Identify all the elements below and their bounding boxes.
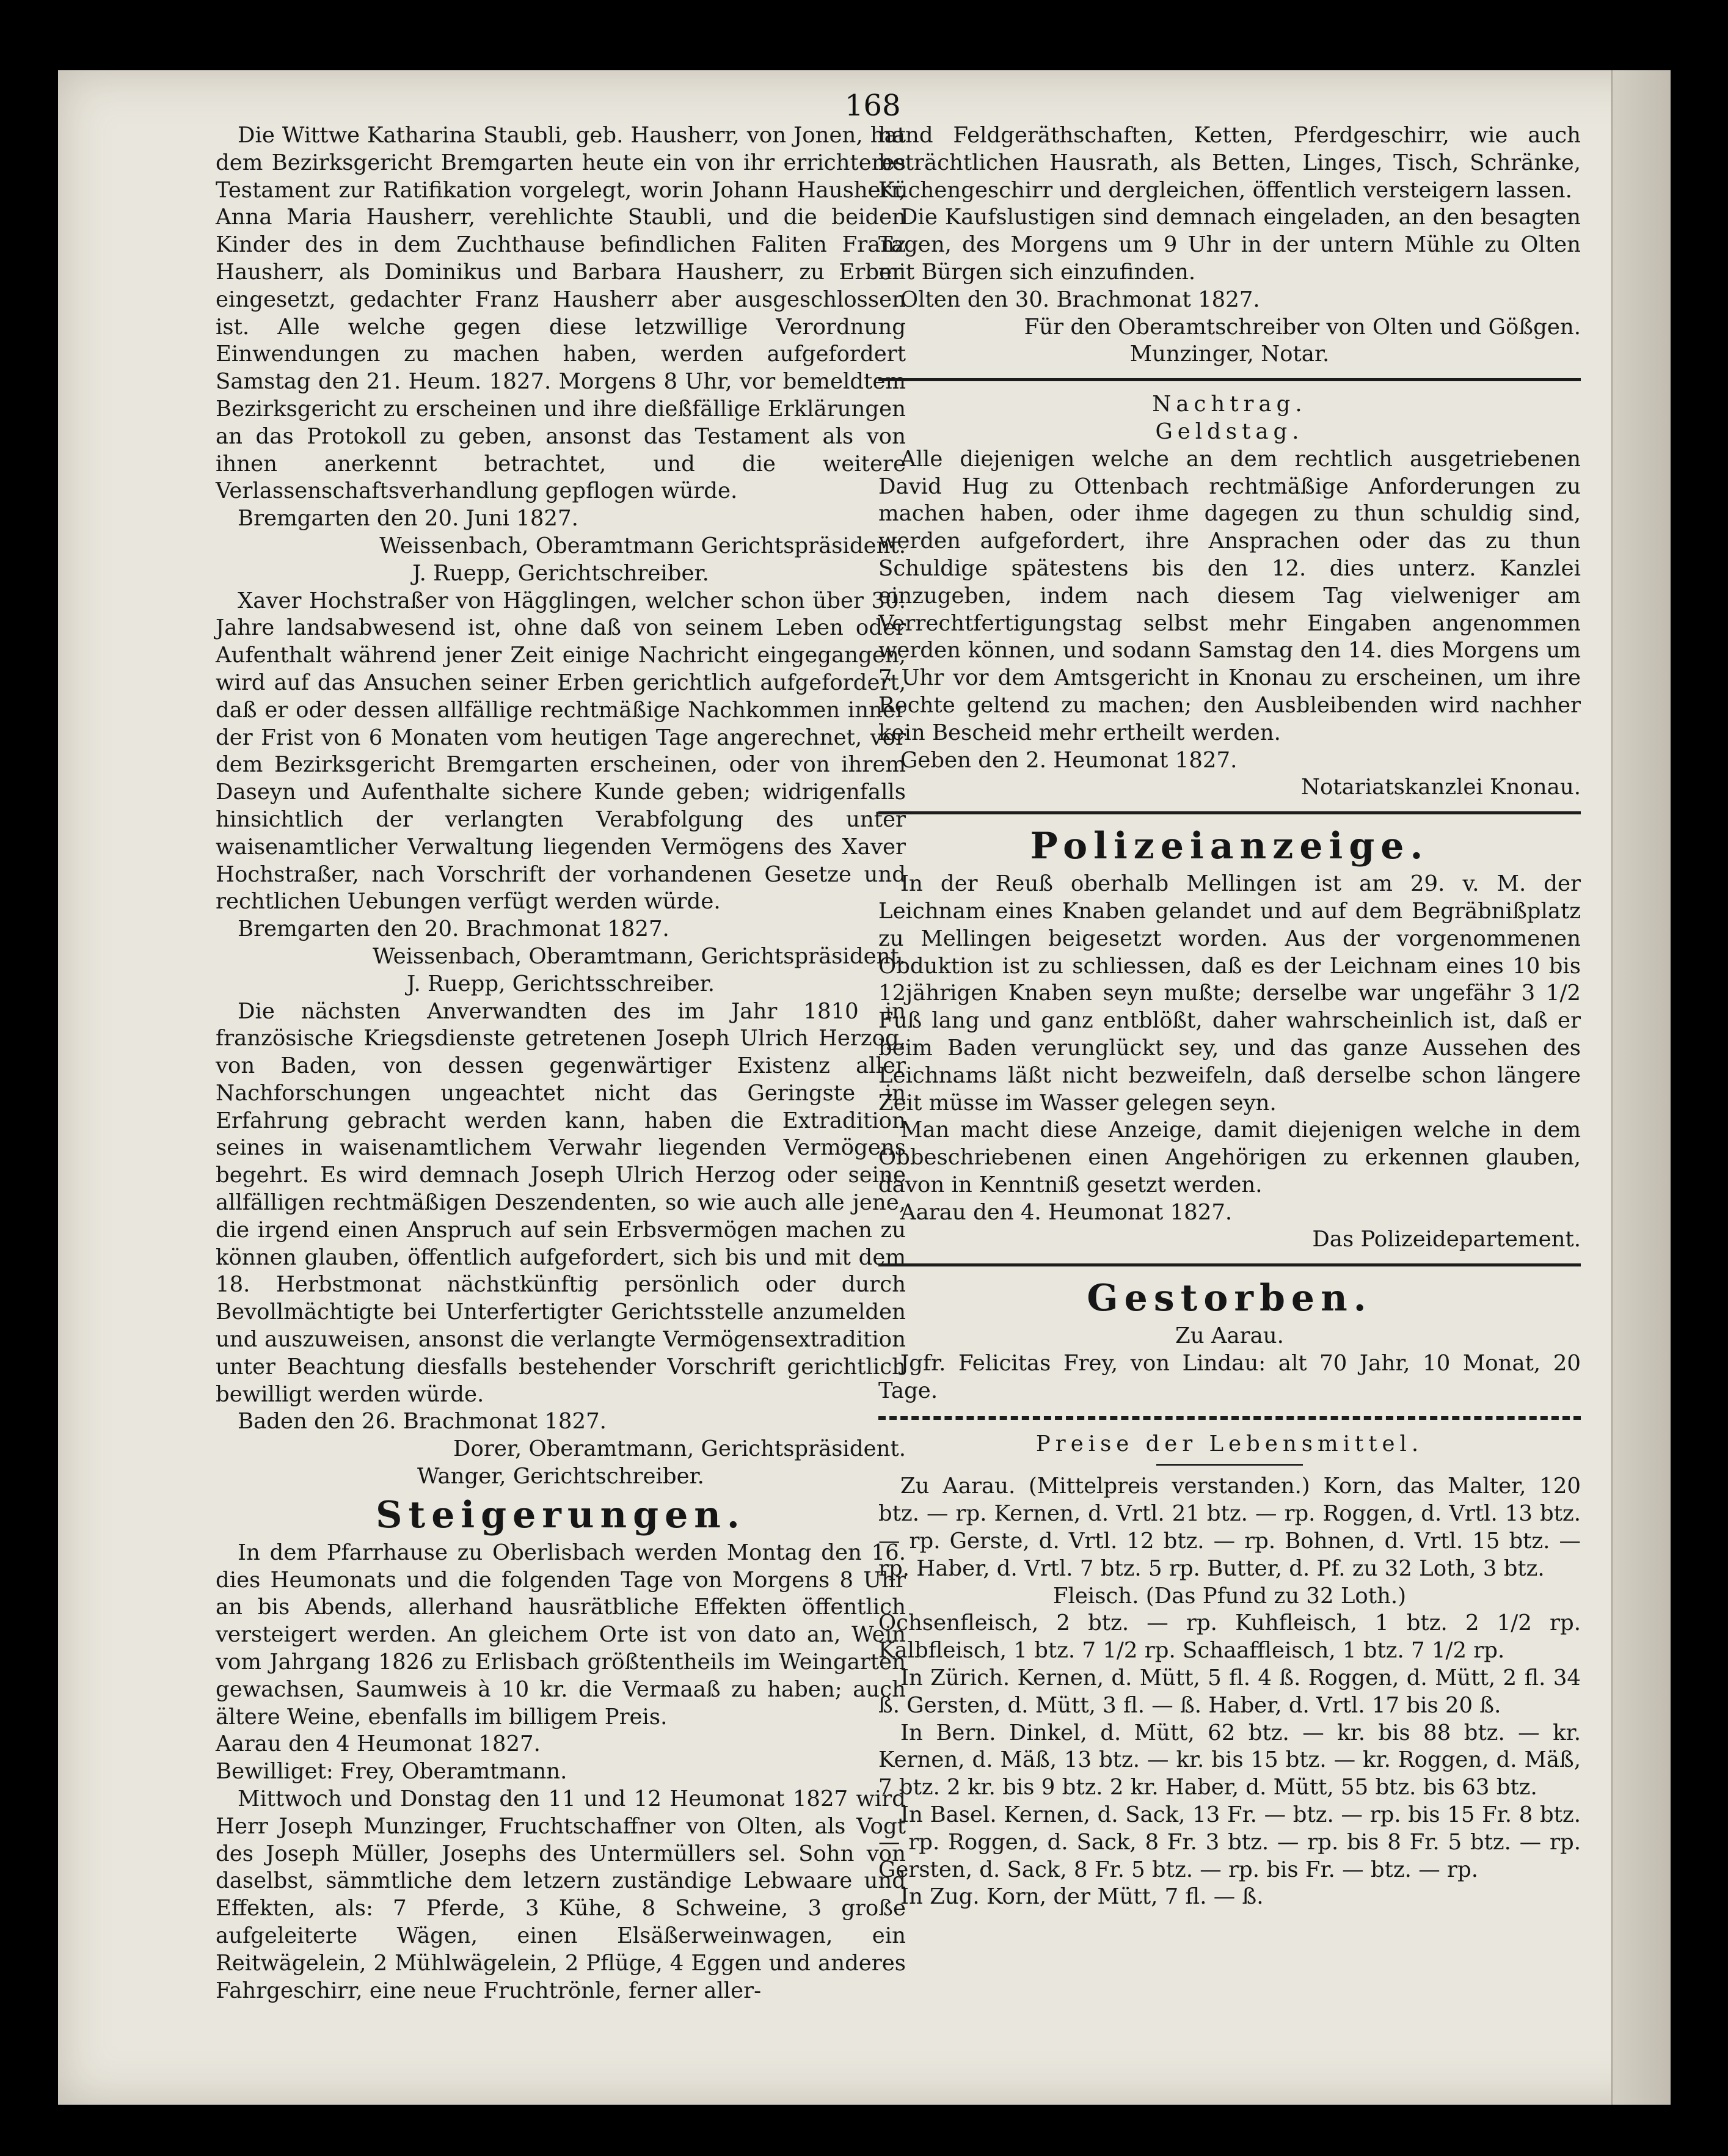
signature: Das Polizeidepartement. (1312, 1227, 1581, 1252)
page-edge (1611, 70, 1671, 2105)
section-heading: Steigerungen. (376, 1493, 746, 1537)
notice-body: Mittwoch und Donstag den 11 und 12 Heumonat 1827 wird Herr Joseph Munzinger, Fruchtschaffner von Olten, als Vogt des Joseph Müller, Josephs des Untermüllers sel. Sohn von daselbst, sämmtliche dem letzern zuständige Lebwaare und Effekten, als: 7 Pferde, 3 Kühe, 8 Schweine, 3 große aufgeleiterte Wägen, einen Elsäßerweinwagen, ein Reitwägelein, 2 Mühlwägelein, 2 Pflüge, 4 Eggen und anderes Fahrgeschirr, eine neue Fruchtrönle, ferner aller- (216, 1786, 906, 2003)
notice-body: Die nächsten Anverwandten des im Jahr 1810 in französische Kriegsdienste getretenen Joseph Ulrich Herzog, von Baden, von dessen gegenwärtiger Existenz aller Nachforschungen ungeachtet nicht das Geringste in Erfahrung gebracht werden kann, haben die Extradition seines in waisenamtlichem Verwahr liegenden Vermögens begehrt. Es wird demnach Joseph Ulrich Herzog oder seine allfälligen rechtmäßigen Deszendenten, so wie auch alle jene, die irgend einen Anspruch auf sein Erbsvermögen machen zu können glauben, öffentlich aufgefordert, sich bis und mit dem 18. Herbstmonat nächstkünftig persönlich oder durch Bevollmächtigte bei Unterfertigter Gerichtsstelle anzumelden und auszuweisen, ansonst die verlangte Vermögensextradition unter Beachtung diesfalls bestehender Vorschrift gerichtlich bewilligt werden würde. (216, 998, 906, 1407)
section-subheading: Zu Aarau. (1175, 1323, 1284, 1349)
signature: Bewilliget: Frey, Oberamtmann. (216, 1759, 567, 1785)
signature: J. Ruepp, Gerichtsschreiber. (407, 971, 715, 996)
place-date: Geben den 2. Heumonat 1827. (900, 747, 1238, 773)
section-subheading: Fleisch. (Das Pfund zu 32 Loth.) (1052, 1583, 1407, 1609)
signature: Für den Oberamtschreiber von Olten und Gößgen. (1024, 314, 1581, 340)
notice-body: Man macht diese Anzeige, damit diejenigen welche in dem Obbeschriebenen einen Angehörigen zu erkennen glauben, davon in Kenntniß gesetzt werden. (878, 1117, 1581, 1197)
notice-body: Die Kaufslustigen sind demnach eingeladen, an den besagten Tagen, des Morgens um 9 Uhr in der untern Mühle zu Olten mit Bürgen sich einzufinden. (878, 205, 1581, 285)
notice-body: Die Wittwe Katharina Staubli, geb. Hausherr, von Jonen, hat dem Bezirksgericht Bremgarten heute ein von ihr errichteres Testament zur Ratifikation vorgelegt, worin Johann Hausherr, Anna Maria Hausherr, verehlichte Staubli, und die beiden Kinder des in dem Zuchthause befindlichen Faliten Franz Hausherr, als Dominikus und Barbara Hausherr, zu Erben eingesetzt, gedachter Franz Hausherr aber ausgeschlossen ist. Alle welche gegen diese letzwillige Verordnung Einwendungen zu machen haben, werden aufgefordert Samstag den 21. Heum. 1827. Morgens 8 Uhr, vor bemeldtem Bezirksgericht zu erscheinen und ihre dießfällige Erklärungen an das Protokoll zu geben, ansonst das Testament als von ihnen anerkennt betrachtet, und die weitere Verlassenschaftsverhandlung gepflogen würde. (216, 123, 906, 504)
price-list: In Zürich. Kernen, d. Mütt, 5 fl. 4 ß. Roggen, d. Mütt, 2 fl. 34 ß. Gersten, d. Mütt, 3 fl. — ß. Haber, d. Vrtl. 17 bis 20 ß. (878, 1665, 1581, 1718)
right-column (878, 122, 1581, 1911)
notice-body: Alle diejenigen welche an dem rechtlich ausgetriebenen David Hug zu Ottenbach rechtmäßige Anforderungen zu machen haben, oder ihme dagegen zu thun schuldig sind, werden aufgefordert, ihre Ansprachen oder das zu thun Schuldige spätestens bis den 12. dies unterz. Kanzlei einzugeben, indem nach diesem Tag vielweniger am Verrechtfertigungstag selbst mehr Eingaben angenommen werden können, und sodann Samstag den 14. dies Morgens um 7 Uhr vor dem Amtsgericht in Knonau zu erscheinen, um ihre Rechte geltend zu machen; den Ausbleibenden wird nachher kein Bescheid mehr ertheilt werden. (878, 446, 1581, 745)
place-date: Olten den 30. Brachmonat 1827. (900, 287, 1260, 312)
notice-body: Xaver Hochstraßer von Hägglingen, welcher schon über 30. Jahre landsabwesend ist, ohne daß von seinem Leben oder Aufenthalt während jener Zeit einige Nachricht eingegangen, wird auf das Ansuchen seiner Erben gerichtlich aufgefordert, daß er oder dessen allfällige rechtmäßige Nachkommen inner der Frist von 6 Monaten vom heutigen Tage angerechnet, vor dem Bezirksgericht Bremgarten erscheinen, oder von ihrem Daseyn und Aufenthalte sichere Kunde geben; widrigenfalls hinsichtlich der verlangten Verabfolgung des unter waisenamtlicher Verwaltung liegenden Vermögens des Xaver Hochstraßer, nach Vorschrift der vorhandenen Gesetze und rechtlichen Uebungen verfügt werden würde. (216, 588, 906, 915)
heading-rule (1156, 1464, 1303, 1466)
price-list: Ochsenfleisch, 2 btz. — rp. Kuhfleisch, 1 btz. 2 1/2 rp. Kalbfleisch, 1 btz. 7 1/2 rp. Schaaffleisch, 1 btz. 7 1/2 rp. (878, 1610, 1581, 1664)
notice-body: In der Reuß oberhalb Mellingen ist am 29. v. M. der Leichnam eines Knaben gelandet und auf dem Begräbnißplatz zu Mellingen beigesetzt worden. Aus der vorgenommenen Obduktion ist zu schliessen, daß es der Leichnam eines 10 bis 12jährigen Knaben seyn mußte; derselbe war ungefähr 3 1/2 Fuß lang und ganz entblößt, daher wahrscheinlich ist, daß er beim Baden verunglückt sey, und das ganze Aussehen des Leichnams läßt nicht bezweifeln, daß derselbe schon längere Zeit müsse im Wasser gelegen seyn. (878, 871, 1581, 1116)
place-date: Baden den 26. Brachmonat 1827. (238, 1409, 607, 1434)
price-list: In Basel. Kernen, d. Sack, 13 Fr. — btz. — rp. bis 15 Fr. 8 btz. — rp. Roggen, d. Sack, 8 Fr. 3 btz. — rp. bis 8 Fr. 5 btz. — rp. Gersten, d. Sack, 8 Fr. 5 btz. — rp. bis Fr. — btz. — rp. (878, 1802, 1581, 1882)
section-heading: Preise der Lebensmittel. (1035, 1431, 1424, 1456)
signature: Dorer, Oberamtmann, Gerichtspräsident. (453, 1436, 906, 1462)
signature: Notariatskanzlei Knonau. (1300, 775, 1581, 800)
page-number: 168 (845, 89, 901, 123)
price-list: In Bern. Dinkel, d. Mütt, 62 btz. — kr. bis 88 btz. — kr. Kernen, d. Mäß, 13 btz. — kr. bis 15 btz. — kr. Roggen, d. Mäß, 7 btz. 2 kr. bis 9 btz. 2 kr. Haber, d. Mütt, 55 btz. bis 63 btz. (878, 1720, 1581, 1800)
price-list: Zu Aarau. (Mittelpreis verstanden.) Korn, das Malter, 120 btz. — rp. Kernen, d. Vrtl. 21 btz. — rp. Roggen, d. Vrtl. 13 btz. — rp. Gerste, d. Vrtl. 12 btz. — rp. Bohnen, d. Vrtl. 15 btz. — rp. Haber, d. Vrtl. 7 btz. 5 rp. Butter, d. Pf. zu 32 Loth, 3 btz. (878, 1474, 1581, 1581)
death-entry: Jgfr. Felicitas Frey, von Lindau: alt 70 Jahr, 10 Monat, 20 Tage. (878, 1351, 1581, 1403)
section-heading: Polizeianzeige. (1030, 825, 1429, 868)
section-divider (878, 378, 1581, 381)
place-date: Aarau den 4. Heumonat 1827. (900, 1199, 1233, 1225)
signature: Wanger, Gerichtschreiber. (417, 1464, 704, 1489)
place-date: Bremgarten den 20. Brachmonat 1827. (238, 916, 669, 942)
notice-body: hand Feldgeräthschaften, Ketten, Pferdgeschirr, wie auch beträchtlichen Hausrath, als Betten, Linges, Tisch, Schränke, Küchengeschirr und dergleichen, öffentlich versteigern lassen. (878, 123, 1581, 203)
signature: Munzinger, Notar. (1129, 342, 1330, 367)
section-divider (878, 1416, 1581, 1420)
section-subheading: Geldstag. (1155, 418, 1304, 444)
notice-body: In dem Pfarrhause zu Oberlisbach werden Montag den 16. dies Heumonats und die folgenden Tage von Morgens 8 Uhr an bis Abends, allerhand hausrätbliche Effekten öffentlich versteigert werden. An gleichem Orte ist von dato an, Wein vom Jahrgang 1826 zu Erlisbach größtentheils im Weingarten gewachsen, Saumweis à 10 kr. die Vermaaß zu haben; auch ältere Weine, ebenfalls im billigem Preis. (216, 1540, 906, 1730)
place-date: Aarau den 4 Heumonat 1827. (216, 1731, 541, 1757)
place-date: Bremgarten den 20. Juni 1827. (238, 506, 578, 532)
section-heading: Gestorben. (1087, 1277, 1373, 1320)
section-divider (878, 811, 1581, 814)
section-divider (878, 1263, 1581, 1266)
section-heading: Nachtrag. (1152, 392, 1307, 417)
price-list: In Zug. Korn, der Mütt, 7 fl. — ß. (900, 1884, 1264, 1910)
left-column (216, 122, 906, 2004)
signature: Weissenbach, Oberamtmann, Gerichtspräsident. (373, 943, 906, 969)
signature: Weissenbach, Oberamtmann Gerichtspräsident. (379, 533, 906, 558)
signature: J. Ruepp, Gerichtschreiber. (412, 560, 709, 586)
